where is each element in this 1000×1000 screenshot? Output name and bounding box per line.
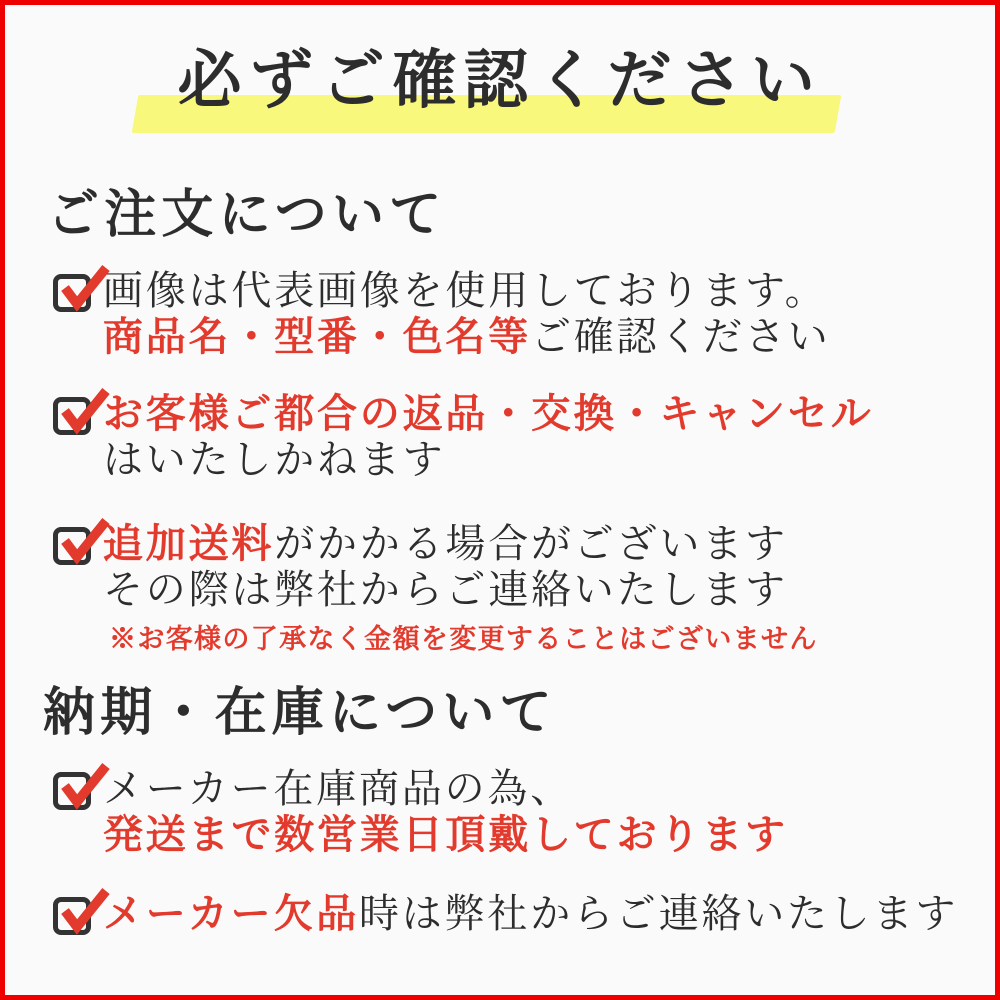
item-line: [103, 268, 831, 314]
item-line: [103, 437, 873, 483]
page-title-text: 必ずご確認ください: [177, 45, 823, 116]
checklist-item-maker-shortage: [53, 891, 958, 937]
item-text: [103, 268, 831, 361]
section-heading-order: ご注文について: [47, 187, 447, 244]
item-text-black: 画像は代表画像を使用しております。: [103, 268, 828, 313]
checkbox-icon: [53, 772, 91, 810]
check-icon: [58, 386, 108, 436]
item-line: [103, 314, 831, 360]
checkbox-icon: [53, 274, 91, 312]
item-text-black: ご確認ください: [531, 314, 831, 360]
item-text-black: はいたしかねます: [103, 437, 446, 483]
checkbox-icon: [53, 527, 91, 565]
section-heading-delivery: 納期・在庫について: [43, 685, 557, 742]
item-line: [103, 812, 788, 858]
item-text: [103, 891, 958, 937]
check-icon: [58, 516, 108, 566]
item-text-black: その際は弊社からご連絡いたします: [103, 567, 788, 613]
item-text-emphasis: 発送まで数営業日頂戴しております: [103, 812, 788, 858]
check-icon: [58, 263, 108, 313]
checklist-item-maker-stock: [53, 766, 788, 859]
check-icon: [58, 761, 108, 811]
item-text-emphasis: 商品名・型番・色名等: [103, 314, 531, 360]
item-line: [103, 391, 873, 437]
item-text-black: 時は弊社からご連絡いたします: [359, 891, 959, 936]
item-text-emphasis: メーカー欠品: [103, 891, 359, 936]
item-line: [103, 766, 788, 812]
checklist-item-representative-image: [53, 268, 831, 361]
item-text-black: がかかる場合がございます: [274, 521, 788, 566]
item-text: [103, 766, 788, 859]
item-note: ※お客様の了承なく金額を変更することはございません: [109, 623, 818, 654]
checkbox-icon: [53, 897, 91, 935]
checklist-item-returns: [53, 391, 873, 484]
item-text-emphasis: 追加送料: [103, 521, 275, 566]
item-text: [103, 521, 818, 655]
item-text-black: メーカー在庫商品の為、: [103, 766, 573, 811]
page-title: [177, 39, 822, 122]
check-icon: [58, 886, 108, 936]
item-text-emphasis: お客様ご都合の返品・交換・キャンセル: [103, 391, 874, 436]
item-line: [103, 567, 818, 613]
item-text: [103, 391, 873, 484]
item-line: [103, 891, 958, 937]
title-block: [5, 39, 995, 122]
checklist-item-extra-shipping: [53, 521, 818, 655]
item-line: [103, 521, 818, 567]
checkbox-icon: [53, 397, 91, 435]
